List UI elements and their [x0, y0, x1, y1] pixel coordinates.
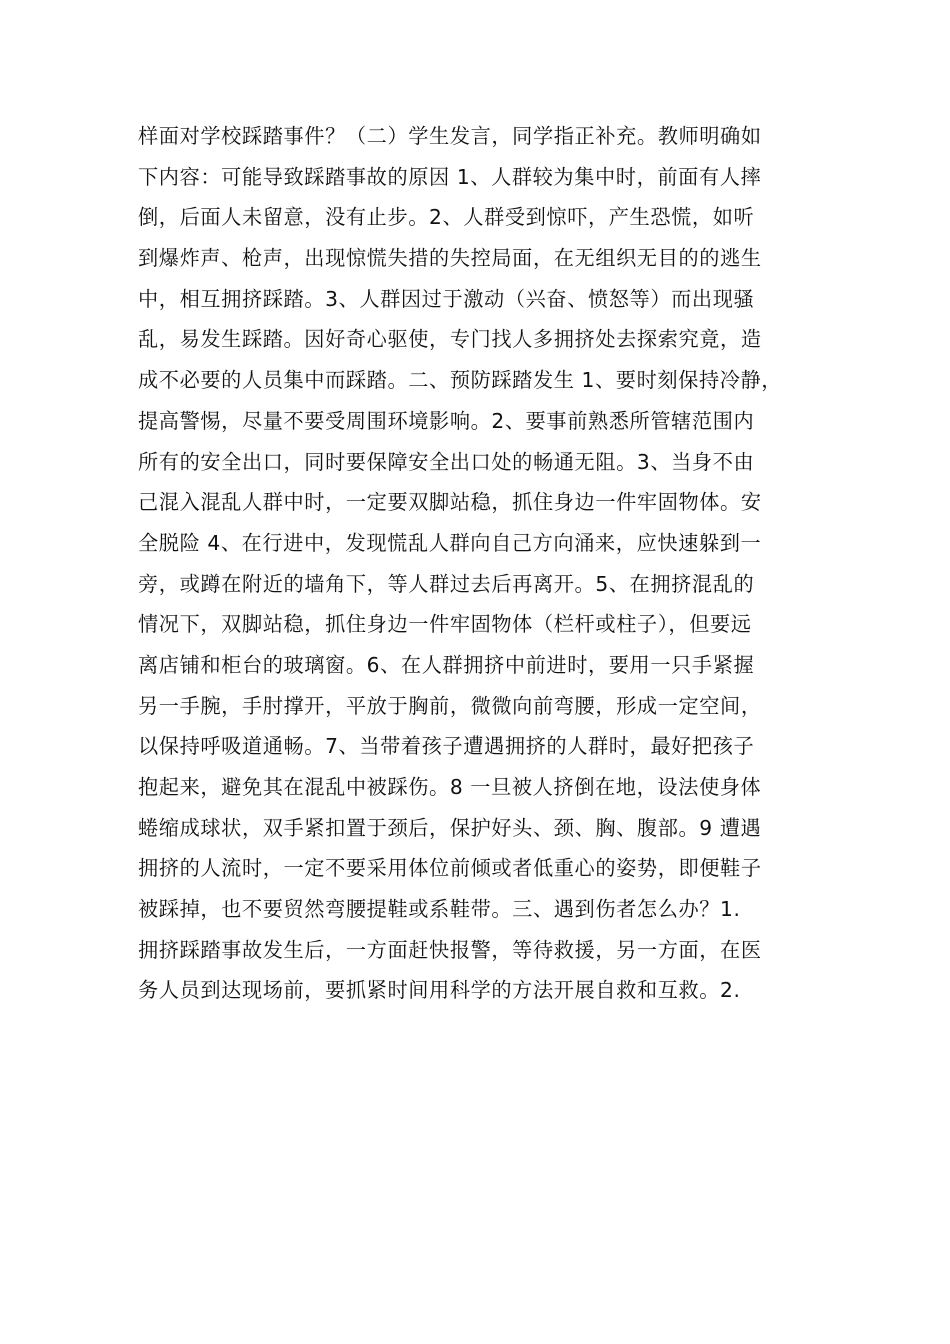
body-text	[138, 116, 838, 1011]
text-line: 下内容：可能导致踩踏事故的原因 1、人群较为集中时，前面有人摔	[138, 164, 762, 189]
text-line: 旁，或蹲在附近的墙角下，等人群过去后再离开。5、在拥挤混乱的	[138, 571, 755, 596]
text-line: 以保持呼吸道通畅。7、当带着孩子遭遇拥挤的人群时，最好把孩子	[138, 734, 755, 759]
text-line: 被踩掉，也不要贸然弯腰提鞋或系鞋带。三、遇到伤者怎么办？1.	[138, 897, 741, 922]
text-line: 情况下，双脚站稳，抓住身边一件牢固物体（栏杆或柱子），但要远	[138, 612, 752, 637]
text-line: 所有的安全出口，同时要保障安全出口处的畅通无阻。3、当身不由	[138, 449, 755, 474]
text-line: 拥挤的人流时，一定不要采用体位前倾或者低重心的姿势，即便鞋子	[138, 856, 762, 881]
text-line: 抱起来，避免其在混乱中被踩伤。8 一旦被人挤倒在地，设法使身体	[138, 775, 762, 799]
text-line: 样面对学校踩踏事件？（二）学生发言，同学指正补充。教师明确如	[138, 124, 762, 148]
text-line: 乱，易发生踩踏。因好奇心驱使，专门找人多拥挤处去探索究竟，造	[138, 327, 762, 352]
text-line: 离店铺和柜台的玻璃窗。6、在人群拥挤中前进时，要用一只手紧握	[138, 652, 755, 677]
text-line: 全脱险 4、在行进中，发现慌乱人群向自己方向涌来，应快速躲到一	[138, 530, 762, 555]
text-line: 己混入混乱人群中时，一定要双脚站稳，抓住身边一件牢固物体。安	[138, 490, 762, 515]
text-line: 务人员到达现场前，要抓紧时间用科学的方法开展自救和互救。2.	[138, 978, 741, 1003]
text-line: 中，相互拥挤踩踏。3、人群因过于激动（兴奋、愤怒等）而出现骚	[138, 286, 755, 311]
text-line: 提高警惕，尽量不要受周围环境影响。2、要事前熟悉所管辖范围内	[138, 408, 755, 433]
text-line: 倒，后面人未留意，没有止步。2、人群受到惊吓，产生恐慌，如听	[138, 205, 755, 230]
text-line: 成不必要的人员集中而踩踏。二、预防踩踏发生 1、要时刻保持冷静，	[138, 368, 783, 393]
text-line: 另一手腕，手肘撑开，平放于胸前，微微向前弯腰，形成一定空间，	[138, 693, 762, 718]
text-line: 蜷缩成球状，双手紧扣置于颈后，保护好头、颈、胸、腹部。9 遭遇	[138, 815, 762, 840]
text-line: 拥挤踩踏事故发生后，一方面赶快报警，等待救援，另一方面，在医	[138, 937, 762, 962]
text-line: 到爆炸声、枪声，出现惊慌失措的失控局面，在无组织无目的的逃生	[138, 246, 762, 271]
